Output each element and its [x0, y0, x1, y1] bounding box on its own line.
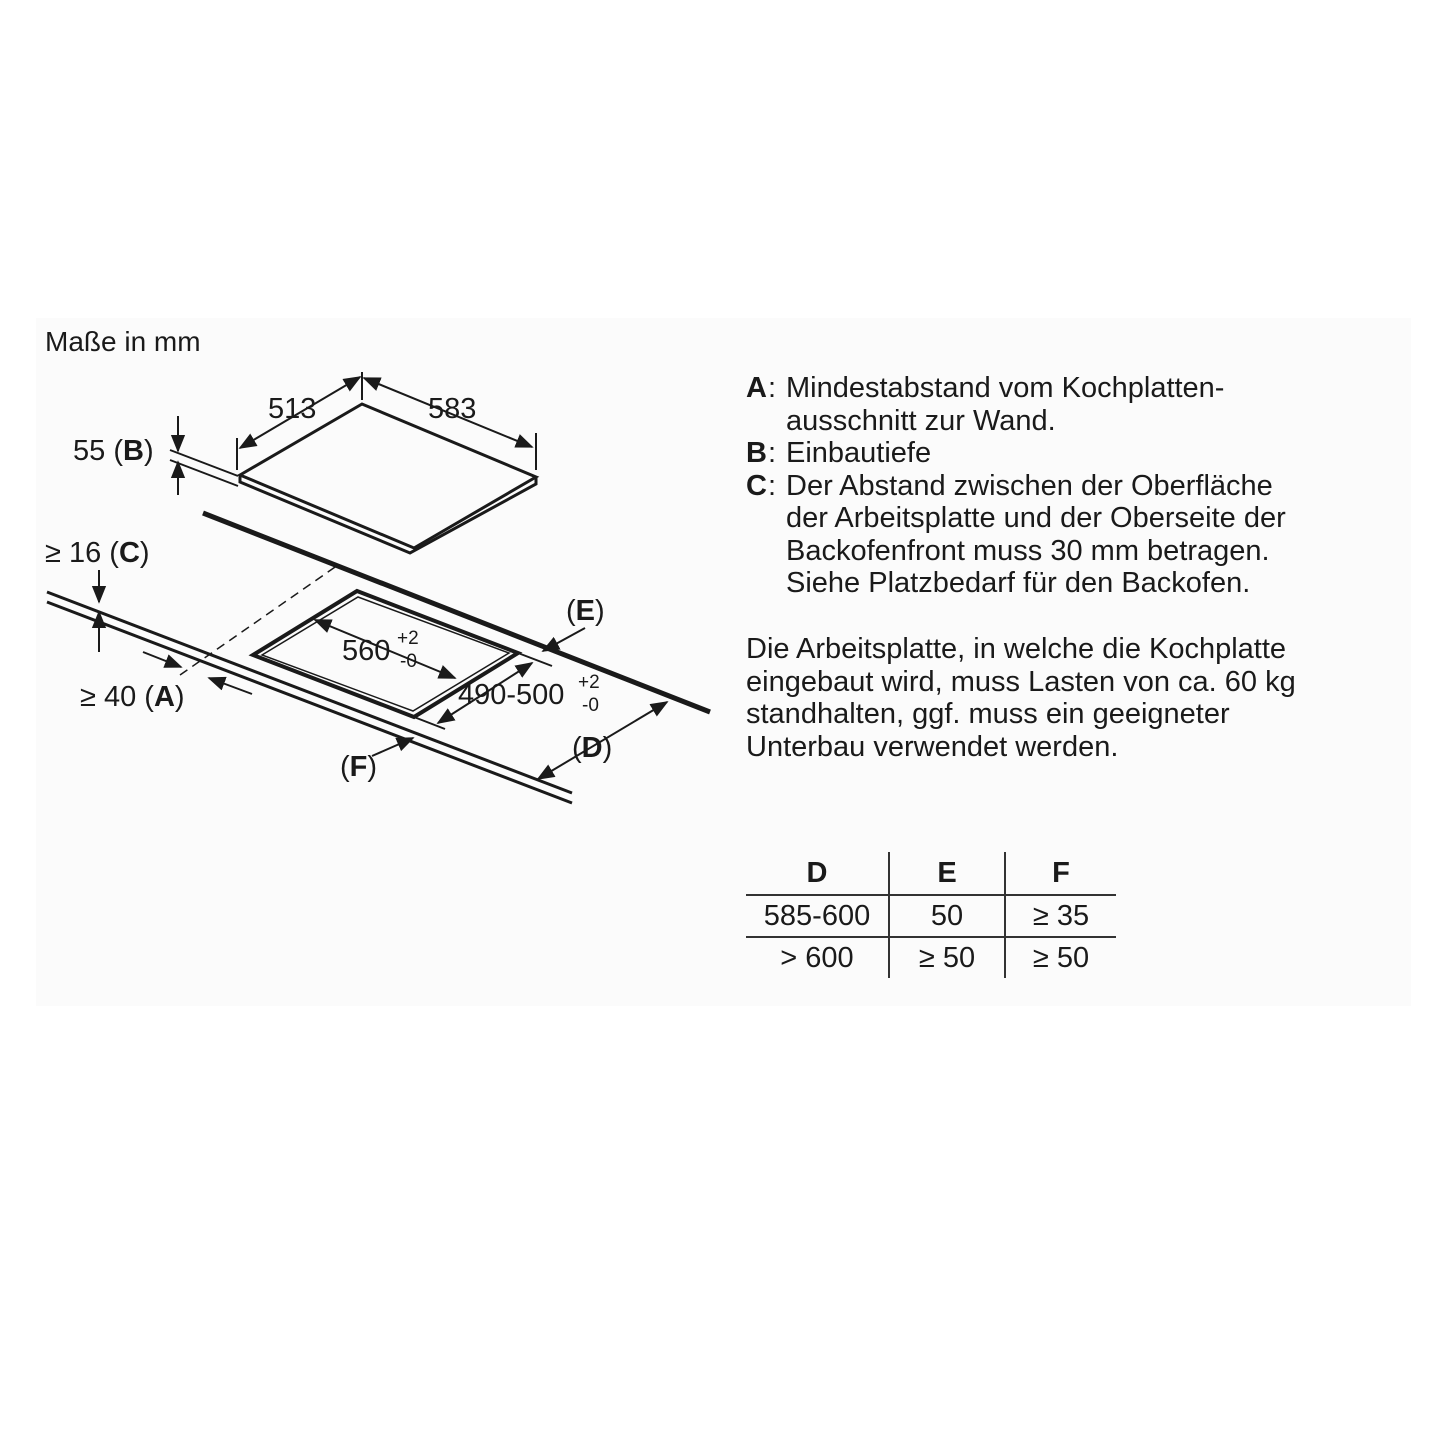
table-cell: 585-600 [746, 895, 889, 937]
table-header-e: E [889, 852, 1005, 895]
table-row [746, 937, 1116, 978]
load-note: Die Arbeitsplatte, in welche die Kochplatte eingebaut wird, muss Lasten von ca. 60 kg standhalten, ggf. muss ein geeigneter Unterbau verwendet werden. [746, 633, 1296, 763]
legend [746, 372, 1286, 600]
table-cell: ≥ 50 [889, 937, 1005, 978]
dim-C-label: ≥ 16 (C) [45, 537, 150, 569]
table-cell: ≥ 50 [1032, 941, 1090, 974]
dim-490-tol-minus: -0 [582, 695, 599, 716]
dim-A-arrow-right [209, 678, 252, 694]
legend-key: C [746, 469, 767, 502]
legend-item-b: B : Einbautiefe [746, 437, 932, 469]
label-D: (D) [572, 732, 613, 764]
table-cell: ≥ 35 [1005, 895, 1116, 937]
legend-key: A [746, 372, 767, 404]
cooktop-edge [240, 475, 536, 553]
dim-A-arrow-left [143, 652, 181, 667]
legend-text: Einbautiefe [786, 437, 932, 469]
table-header-row [746, 852, 1116, 895]
dim-F-arrow [372, 738, 413, 756]
dim-560-tol-plus: +2 [397, 628, 419, 649]
dimension-lines [99, 372, 667, 779]
table-header-d: D [746, 852, 889, 895]
table-row [746, 895, 1116, 937]
dim-490-label: 490-500 [458, 679, 565, 711]
dim-B-label: 55 (B) [73, 435, 154, 467]
dim-490-tol-plus: +2 [578, 672, 600, 693]
legend-item-c: C : Der Abstand zwischen der Oberfläche der Arbeitsplatte und der Oberseite der Backofenfront muss 30 mm betragen. Siehe Platzbedarf für den Backofen. [746, 469, 1286, 599]
label-F: (F) [340, 751, 378, 783]
label-E: (E) [566, 595, 605, 627]
cooktop [240, 404, 536, 553]
legend-item-a: A : Mindestabstand vom Kochplatten- ausschnitt zur Wand. [746, 372, 1225, 437]
clearance-table [746, 852, 1116, 978]
table-header-f: F [1005, 852, 1116, 895]
dim-560-label: 560 [342, 635, 391, 667]
units-title: Maße in mm [45, 326, 201, 357]
table-cell: > 600 [746, 937, 889, 978]
legend-key: B [746, 437, 767, 469]
legend-text: Der Abstand zwischen der Oberfläche der Arbeitsplatte und der Oberseite der Backofenfront muss 30 mm betragen. Siehe Platzbedarf für den Backofen. [786, 469, 1286, 599]
dim-583-label: 583 [428, 393, 477, 425]
table-cell: 50 [889, 895, 1005, 937]
legend-text: Mindestabstand vom Kochplatten- ausschnitt zur Wand. [786, 372, 1225, 437]
dim-E-arrow [543, 628, 585, 651]
cooktop-surface [240, 404, 536, 548]
dim-560-tol-minus: -0 [400, 651, 417, 672]
dim-A-label: ≥ 40 (A) [80, 681, 185, 713]
dim-513-label: 513 [268, 393, 317, 425]
